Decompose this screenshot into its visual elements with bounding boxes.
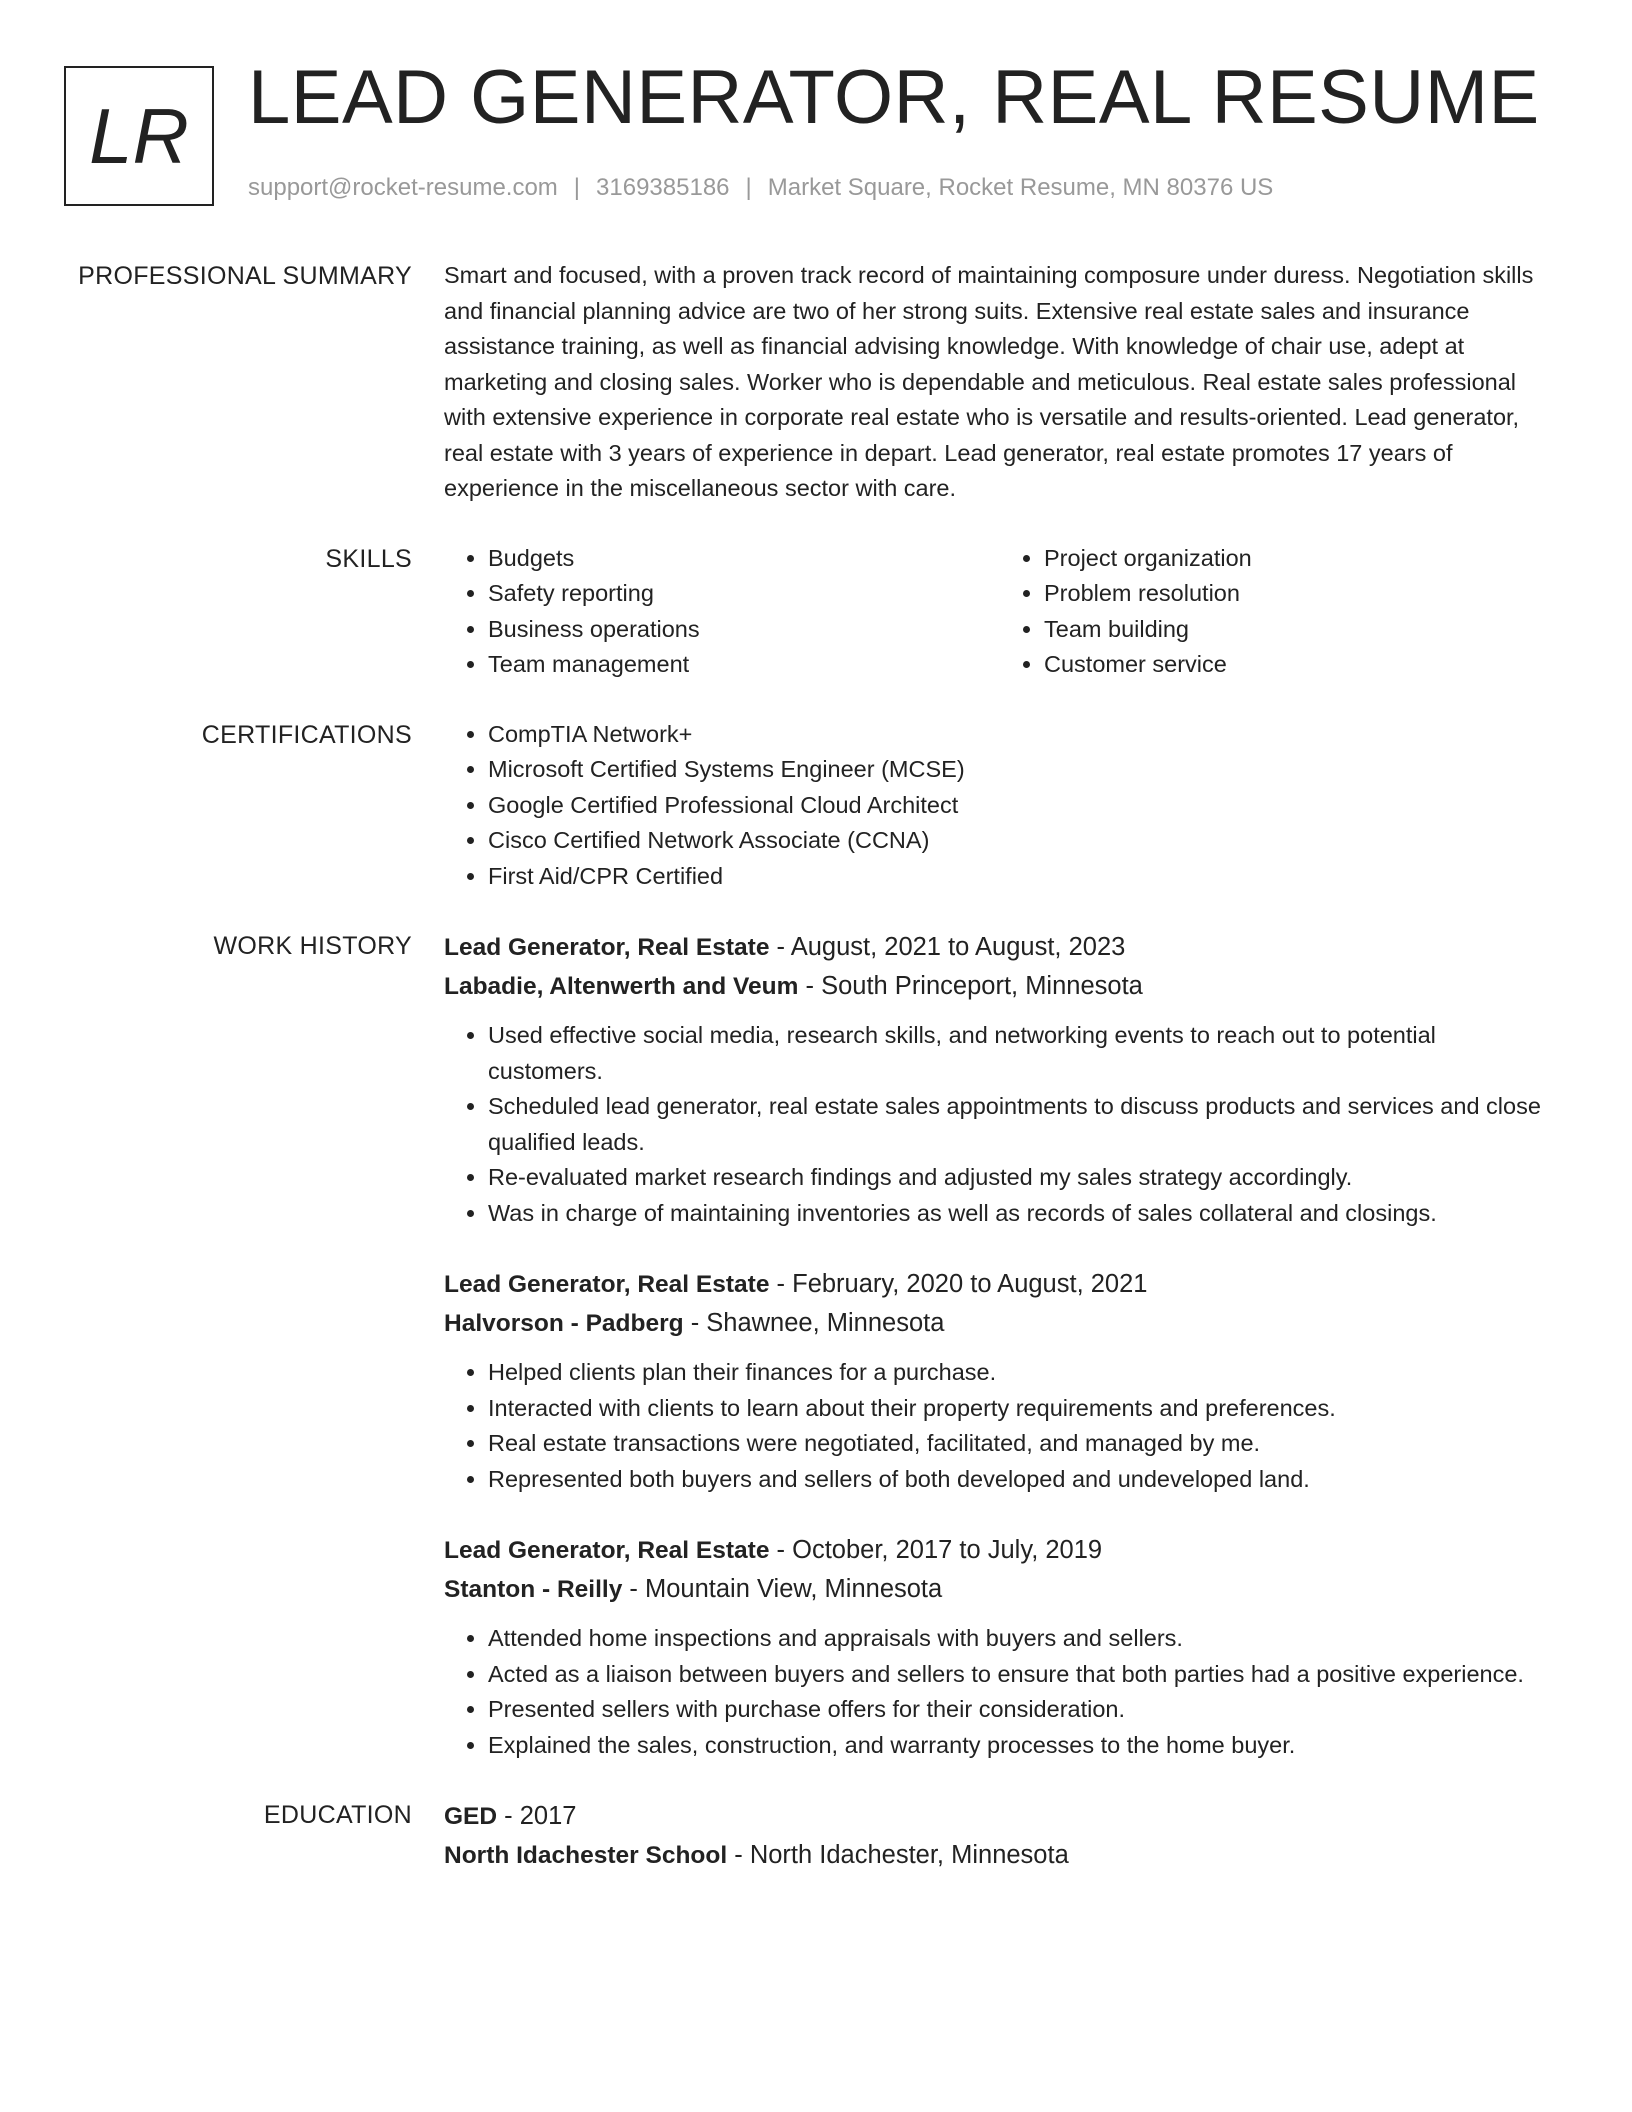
certifications-label: CERTIFICATIONS — [201, 720, 412, 749]
job-dates: - August, 2021 to August, 2023 — [769, 933, 1126, 961]
job-bullet: • Was in charge of maintaining inventories as well as records of sales collateral and closings. — [488, 1196, 1556, 1232]
summary-body — [444, 258, 1556, 507]
job-bullet: • Attended home inspections and appraisals with buyers and sellers. — [488, 1621, 1556, 1657]
skill-item: • Budgets — [488, 541, 1000, 577]
job-company-line — [444, 1304, 1556, 1343]
skill-item: • Project organization — [1044, 541, 1556, 577]
job-dates: - February, 2020 to August, 2021 — [769, 1270, 1148, 1298]
job-title: Lead Generator, Real Estate — [444, 934, 770, 961]
contact-phone: 3169385186 — [596, 174, 730, 201]
job-bullet: • Real estate transactions were negotiated, facilitated, and managed by me. — [488, 1426, 1556, 1462]
job-bullets — [444, 1018, 1556, 1231]
job-title: Lead Generator, Real Estate — [444, 1271, 770, 1298]
job-company: Stanton - Reilly — [444, 1576, 623, 1603]
job-bullet: • Helped clients plan their finances for a purchase. — [488, 1355, 1556, 1391]
job-dates: - October, 2017 to July, 2019 — [769, 1536, 1103, 1564]
education-label: EDUCATION — [263, 1801, 412, 1829]
job-title: Lead Generator, Real Estate — [444, 1537, 770, 1564]
skills-list-left — [444, 541, 1000, 683]
job-company-line — [444, 967, 1556, 1006]
skills-section — [0, 541, 1632, 683]
education-body — [444, 1797, 1556, 1875]
certifications-section — [0, 717, 1632, 895]
education-degree-line — [444, 1797, 1556, 1836]
certifications-list — [444, 717, 1556, 895]
skill-item: • Problem resolution — [1044, 576, 1556, 612]
education-school: North Idachester School — [444, 1842, 728, 1869]
job-bullet: • Interacted with clients to learn about their property requirements and preferences. — [488, 1391, 1556, 1427]
job-bullet: • Re-evaluated market research findings and adjusted my sales strategy accordingly. — [488, 1160, 1556, 1196]
job-bullet: • Represented both buyers and sellers of both developed and undeveloped land. — [488, 1462, 1556, 1498]
contact-separator: | — [573, 174, 581, 201]
job-title-line — [444, 1531, 1556, 1570]
job-company: Labadie, Altenwerth and Veum — [444, 973, 799, 1000]
job-bullet: • Scheduled lead generator, real estate sales appointments to discuss products and services and close qualified leads. — [488, 1089, 1556, 1160]
skill-item: • Team building — [1044, 612, 1556, 648]
job-entry — [444, 1531, 1556, 1763]
job-entry — [444, 1265, 1556, 1497]
summary-label: PROFESSIONAL SUMMARY — [78, 262, 412, 290]
education-degree: GED — [444, 1803, 498, 1830]
resume-sections — [0, 258, 1632, 1909]
monogram-logo: LR — [64, 66, 214, 206]
skill-item: • Safety reporting — [488, 576, 1000, 612]
job-entry — [444, 928, 1556, 1231]
education-year: - 2017 — [497, 1802, 577, 1830]
job-bullet: • Explained the sales, construction, and warranty processes to the home buyer. — [488, 1728, 1556, 1764]
summary-text: Smart and focused, with a proven track record of maintaining composure under duress. Negotiation skills and financial planning advice are two of her strong suits. Extensive real estate sales and insurance assistance training, as well as financial advising knowledge. With knowledge of chair use, adept at marketing and closing sales. Worker who is dependable and meticulous. Real estate sales professional with extensive experience in corporate real estate who is versatile and results-oriented. Lead generator, real estate with 3 years of experience in depart. Lead generator, real estate promotes 17 years of experience in the miscellaneous sector with care. — [444, 262, 1534, 501]
job-company-line — [444, 1570, 1556, 1609]
job-location: - Shawnee, Minnesota — [683, 1309, 945, 1337]
skills-list-right — [1000, 541, 1556, 683]
job-company: Halvorson - Padberg — [444, 1310, 684, 1337]
education-school-line — [444, 1836, 1556, 1875]
job-location: - Mountain View, Minnesota — [622, 1575, 943, 1603]
skill-item: • Customer service — [1044, 647, 1556, 683]
job-bullet: • Presented sellers with purchase offers for their consideration. — [488, 1692, 1556, 1728]
work-history-label: WORK HISTORY — [213, 932, 412, 960]
skills-label: SKILLS — [325, 544, 412, 573]
contact-email: support@rocket-resume.com — [248, 174, 558, 201]
certifications-body — [444, 717, 1556, 895]
summary-section — [0, 258, 1632, 507]
certification-item: • CompTIA Network+ — [488, 717, 1556, 753]
job-bullets — [444, 1621, 1556, 1763]
contact-address: Market Square, Rocket Resume, MN 80376 US — [767, 174, 1274, 201]
job-location: - South Princeport, Minnesota — [798, 972, 1143, 1000]
job-bullets — [444, 1355, 1556, 1497]
job-title-line — [444, 1265, 1556, 1304]
resume-name: LEAD GENERATOR, REAL RESUME — [248, 55, 1540, 140]
job-bullet: • Acted as a liaison between buyers and sellers to ensure that both parties had a positive experience. — [488, 1657, 1556, 1693]
job-title-line — [444, 928, 1556, 967]
job-bullet: • Used effective social media, research skills, and networking events to reach out to potential customers. — [488, 1018, 1556, 1089]
certification-item: • Cisco Certified Network Associate (CCNA) — [488, 823, 1556, 859]
contact-separator: | — [745, 174, 752, 201]
certification-item: • Microsoft Certified Systems Engineer (MCSE) — [488, 752, 1556, 788]
certification-item: • Google Certified Professional Cloud Architect — [488, 788, 1556, 824]
education-section — [0, 1797, 1632, 1875]
work-history-section — [0, 928, 1632, 1763]
work-history-body — [444, 928, 1556, 1763]
education-location: - North Idachester, Minnesota — [727, 1841, 1069, 1869]
certification-item: • First Aid/CPR Certified — [488, 859, 1556, 895]
skill-item: • Business operations — [488, 612, 1000, 648]
skill-item: • Team management — [488, 647, 1000, 683]
contact-line — [248, 174, 1273, 202]
skills-body — [444, 541, 1556, 683]
